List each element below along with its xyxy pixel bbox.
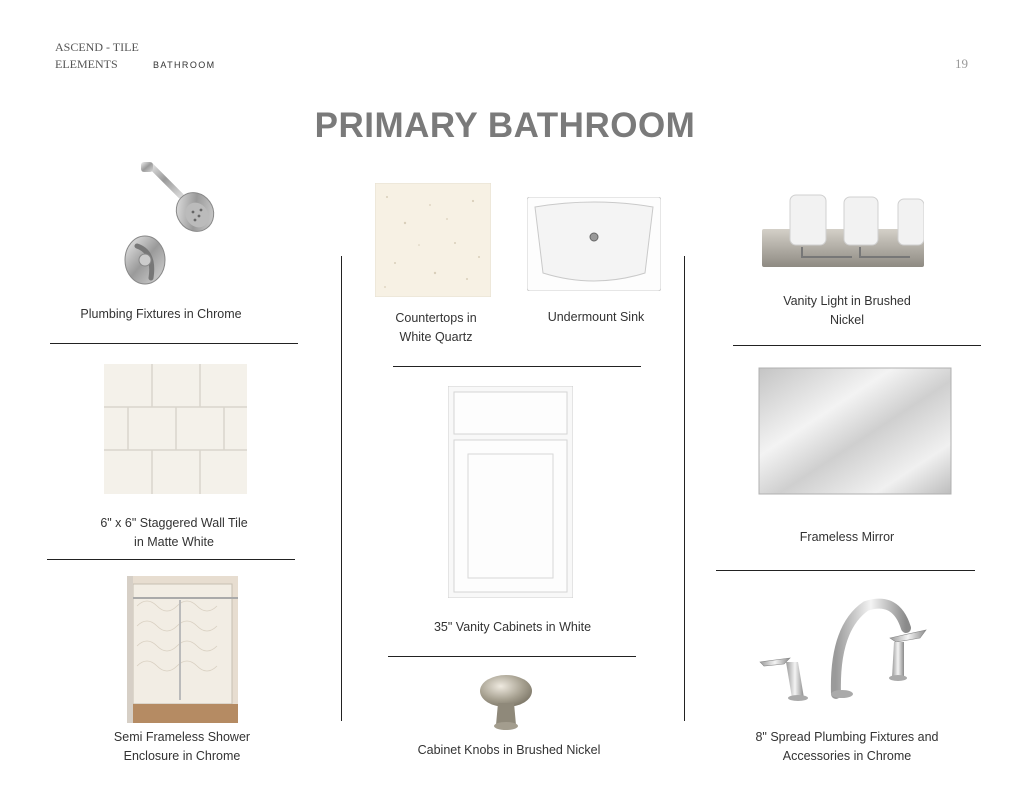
vanity-light-caption-line2: Nickel xyxy=(829,313,865,327)
row-divider xyxy=(50,343,298,344)
sink-caption: Undermount Sink xyxy=(547,310,645,324)
page-title: PRIMARY BATHROOM xyxy=(314,106,696,145)
vanity-light-image xyxy=(762,193,924,269)
vanity-cabinet-image xyxy=(448,386,573,598)
column-divider-right xyxy=(684,256,685,721)
shower-enclosure-image xyxy=(127,576,238,723)
faucet-caption-line2: Accessories in Chrome xyxy=(782,749,912,763)
page-number: 19 xyxy=(955,56,968,71)
shower-enclosure-caption-line2: Enclosure in Chrome xyxy=(123,749,241,763)
plumbing-fixtures-caption: Plumbing Fixtures in Chrome xyxy=(80,307,242,321)
wall-tile-caption-line1: 6" x 6" Staggered Wall Tile xyxy=(100,516,248,530)
row-divider xyxy=(388,656,636,657)
shower-enclosure-caption-line1: Semi Frameless Shower xyxy=(113,730,251,744)
undermount-sink-image xyxy=(527,197,661,291)
column-divider-left xyxy=(341,256,342,721)
shower-enclosure-caption xyxy=(70,728,294,766)
mirror-caption: Frameless Mirror xyxy=(799,530,895,544)
section-label: BATHROOM xyxy=(153,60,216,70)
shower-fixture-image xyxy=(115,160,225,290)
row-divider xyxy=(733,345,981,346)
wall-tile-caption-line2: in Matte White xyxy=(134,535,214,549)
frameless-mirror-image xyxy=(758,367,952,495)
cabinet-knob-image xyxy=(478,673,534,731)
row-divider xyxy=(393,366,641,367)
faucet-caption xyxy=(738,728,956,766)
countertop-caption xyxy=(370,309,502,347)
row-divider xyxy=(47,559,295,560)
brand-line1: ASCEND - TILE xyxy=(55,40,139,54)
wall-tile-caption xyxy=(60,514,288,552)
cabinet-knob-caption: Cabinet Knobs in Brushed Nickel xyxy=(417,743,601,757)
row-divider xyxy=(716,570,975,571)
countertop-caption-line1: Countertops in xyxy=(395,311,477,325)
countertop-caption-line2: White Quartz xyxy=(399,330,473,344)
brand-logo-text xyxy=(55,39,139,73)
wall-tile-image xyxy=(104,364,247,494)
brand-line2: ELEMENTS xyxy=(55,57,118,71)
faucet-caption-line1: 8" Spread Plumbing Fixtures and xyxy=(755,730,939,744)
vanity-light-caption xyxy=(760,292,934,330)
vanity-cabinet-caption: 35" Vanity Cabinets in White xyxy=(433,620,592,634)
faucet-image xyxy=(756,598,932,704)
vanity-light-caption-line1: Vanity Light in Brushed xyxy=(783,294,911,308)
countertop-swatch-image xyxy=(375,183,491,297)
